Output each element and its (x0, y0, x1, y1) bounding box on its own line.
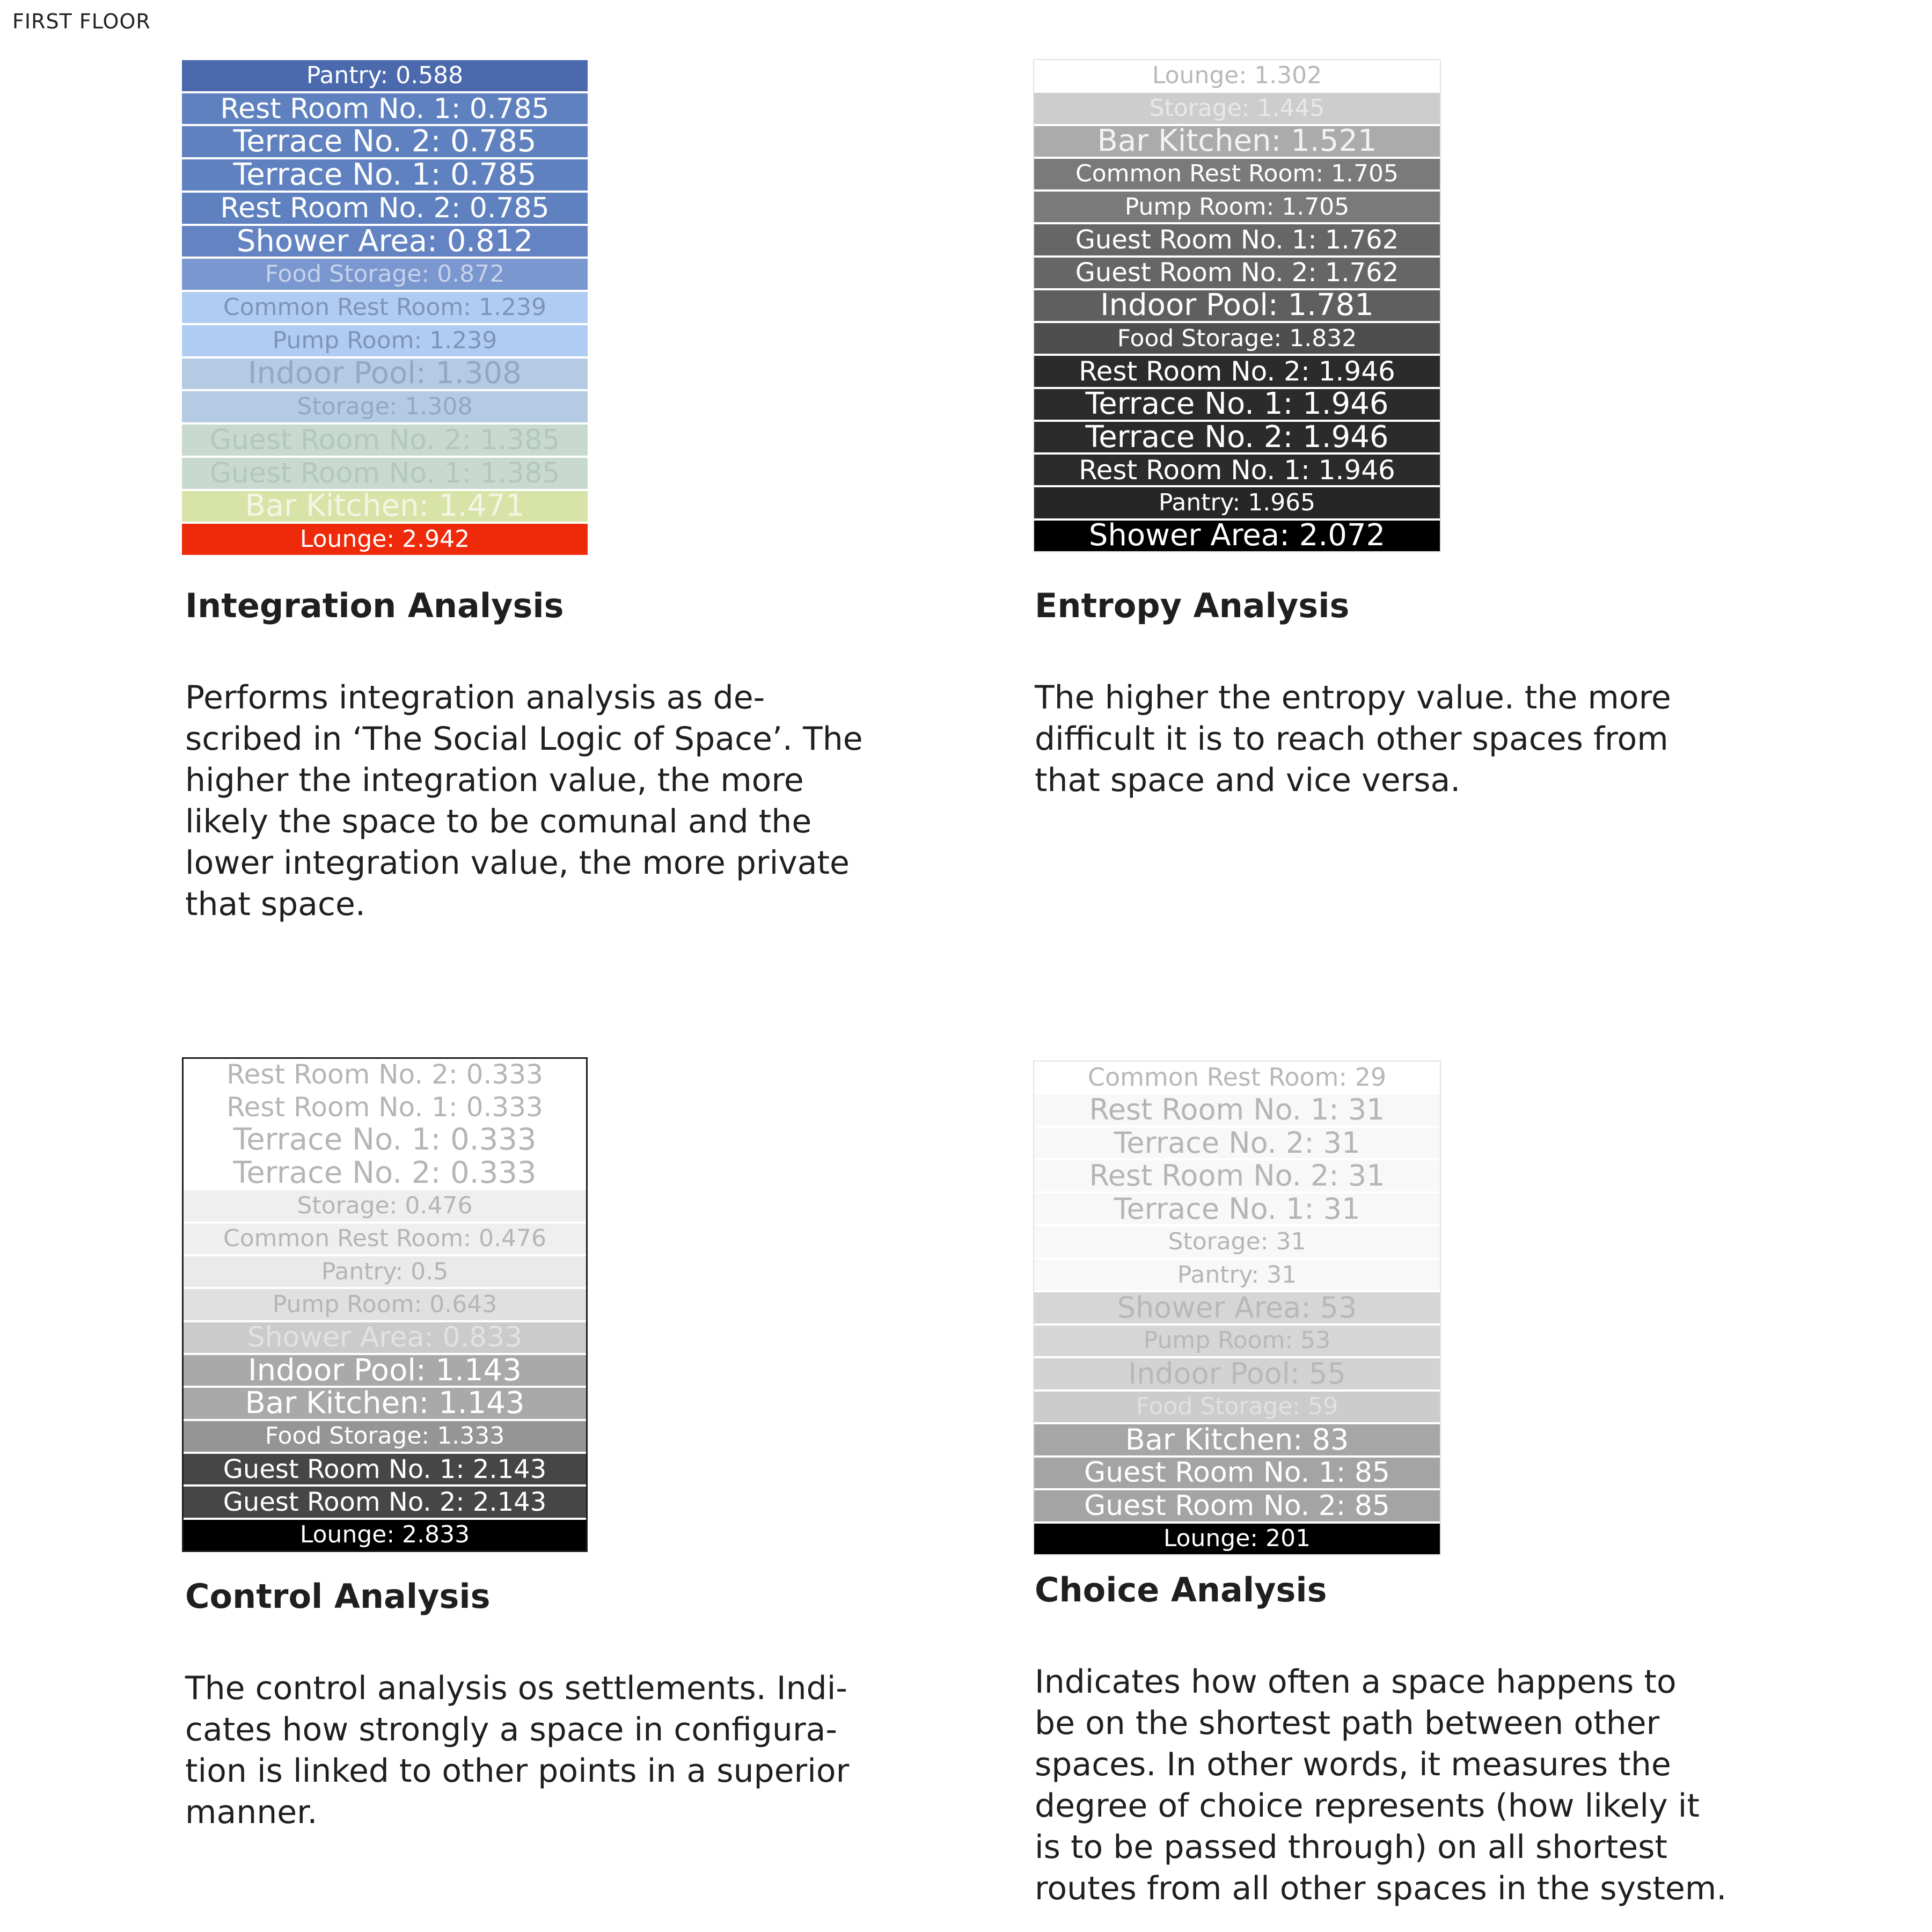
integration-legend-bar: Storage: 1.308 (182, 391, 588, 425)
entropy-legend-bar: Common Rest Room: 1.705 (1034, 159, 1440, 192)
control-legend-bar: Food Storage: 1.333 (184, 1421, 586, 1454)
choice-legend-bar: Pantry: 31 (1034, 1260, 1440, 1292)
entropy-legend-bar: Pump Room: 1.705 (1034, 192, 1440, 224)
integration-legend-bar: Lounge: 2.942 (182, 524, 588, 555)
entropy-legend-bar: Guest Room No. 1: 1.762 (1034, 224, 1440, 257)
control-legend-bar: Guest Room No. 1: 2.143 (184, 1454, 586, 1487)
integration-legend-bar: Terrace No. 2: 0.785 (182, 126, 588, 159)
choice-legend-bar: Guest Room No. 2: 85 (1034, 1490, 1440, 1523)
control-legend-bar: Shower Area: 0.833 (184, 1322, 586, 1355)
integration-legend-bar: Shower Area: 0.812 (182, 226, 588, 259)
integration-legend-bar: Bar Kitchen: 1.471 (182, 491, 588, 524)
entropy-legend-bar: Shower Area: 2.072 (1034, 521, 1440, 551)
entropy-legend-bar: Food Storage: 1.832 (1034, 323, 1440, 356)
integration-legend-bar: Common Rest Room: 1.239 (182, 292, 588, 325)
control-legend-bar: Rest Room No. 1: 0.333 (184, 1092, 586, 1124)
integration-legend-bar: Guest Room No. 1: 1.385 (182, 458, 588, 491)
choice-legend-bar: Rest Room No. 1: 31 (1034, 1094, 1440, 1127)
entropy-description: The higher the entropy value. the more difficult it is to reach other spaces from that space and vice versa. (1035, 679, 1671, 799)
control-description: The control analysis os settlements. Indi- cates how strongly a space in configura- tion is linked to other points in a superior manner. (185, 1670, 850, 1831)
choice-description: Indicates how often a space happens to be on the shortest path between other spaces. In other words, it measures the degree of choice represents (how likely it is to be passed through) on all shortest routes from all other spaces in the system. (1035, 1663, 1727, 1907)
integration-legend-bar: Guest Room No. 2: 1.385 (182, 425, 588, 458)
entropy-legend-bar: Rest Room No. 2: 1.946 (1034, 356, 1440, 389)
choice-legend-bar: Terrace No. 2: 31 (1034, 1128, 1440, 1160)
control-legend-bar: Guest Room No. 2: 2.143 (184, 1487, 586, 1519)
integration-legend (182, 60, 588, 555)
integration-legend-bar: Food Storage: 0.872 (182, 259, 588, 292)
choice-legend-bar: Bar Kitchen: 83 (1034, 1424, 1440, 1457)
control-legend-bar: Indoor Pool: 1.143 (184, 1355, 586, 1388)
entropy-legend-bar: Terrace No. 1: 1.946 (1034, 389, 1440, 422)
control-legend-bar: Rest Room No. 2: 0.333 (184, 1059, 586, 1092)
entropy-legend-bar: Guest Room No. 2: 1.762 (1034, 258, 1440, 290)
choice-legend-bar: Common Rest Room: 29 (1034, 1062, 1440, 1094)
control-legend-bar: Terrace No. 1: 0.333 (184, 1125, 586, 1158)
entropy-legend (1034, 60, 1440, 551)
control-legend (182, 1057, 588, 1552)
entropy-legend-bar: Terrace No. 2: 1.946 (1034, 422, 1440, 455)
integration-legend-bar: Rest Room No. 1: 0.785 (182, 93, 588, 127)
choice-legend-bar: Food Storage: 59 (1034, 1392, 1440, 1424)
choice-legend-bar: Indoor Pool: 55 (1034, 1358, 1440, 1391)
integration-heading: Integration Analysis (185, 586, 564, 625)
choice-heading: Choice Analysis (1035, 1570, 1327, 1609)
entropy-legend-bar: Storage: 1.445 (1034, 93, 1440, 126)
choice-legend-bar: Shower Area: 53 (1034, 1292, 1440, 1325)
integration-legend-bar: Rest Room No. 2: 0.785 (182, 193, 588, 226)
control-legend-bar: Pump Room: 0.643 (184, 1289, 586, 1322)
choice-legend (1034, 1062, 1440, 1554)
choice-legend-bar: Storage: 31 (1034, 1226, 1440, 1259)
entropy-legend-bar: Bar Kitchen: 1.521 (1034, 126, 1440, 159)
integration-description: Performs integration analysis as de- scribed in ‘The Social Logic of Space’. The higher the integration value, the more likely the space to be comunal and the lower integration value, the more private that space. (185, 679, 863, 923)
entropy-legend-bar: Rest Room No. 1: 1.946 (1034, 455, 1440, 487)
control-legend-bar: Bar Kitchen: 1.143 (184, 1388, 586, 1421)
integration-legend-bar: Pantry: 0.588 (182, 60, 588, 93)
control-legend-bar: Common Rest Room: 0.476 (184, 1224, 586, 1256)
choice-legend-bar: Pump Room: 53 (1034, 1326, 1440, 1358)
entropy-legend-bar: Pantry: 1.965 (1034, 487, 1440, 520)
page-title: FIRST FLOOR (12, 10, 151, 33)
integration-legend-bar: Terrace No. 1: 0.785 (182, 159, 588, 193)
control-legend-bar: Pantry: 0.5 (184, 1256, 586, 1289)
choice-legend-bar: Terrace No. 1: 31 (1034, 1194, 1440, 1226)
entropy-legend-bar: Indoor Pool: 1.781 (1034, 290, 1440, 323)
control-legend-bar: Storage: 0.476 (184, 1190, 586, 1223)
control-legend-bar: Terrace No. 2: 0.333 (184, 1158, 586, 1190)
control-heading: Control Analysis (185, 1577, 491, 1616)
choice-legend-bar: Guest Room No. 1: 85 (1034, 1458, 1440, 1490)
entropy-legend-bar: Lounge: 1.302 (1034, 60, 1440, 93)
choice-legend-bar: Rest Room No. 2: 31 (1034, 1160, 1440, 1193)
entropy-heading: Entropy Analysis (1035, 586, 1350, 625)
integration-legend-bar: Indoor Pool: 1.308 (182, 358, 588, 392)
control-legend-bar: Lounge: 2.833 (184, 1520, 586, 1550)
choice-legend-bar: Lounge: 201 (1034, 1524, 1440, 1554)
integration-legend-bar: Pump Room: 1.239 (182, 325, 588, 358)
